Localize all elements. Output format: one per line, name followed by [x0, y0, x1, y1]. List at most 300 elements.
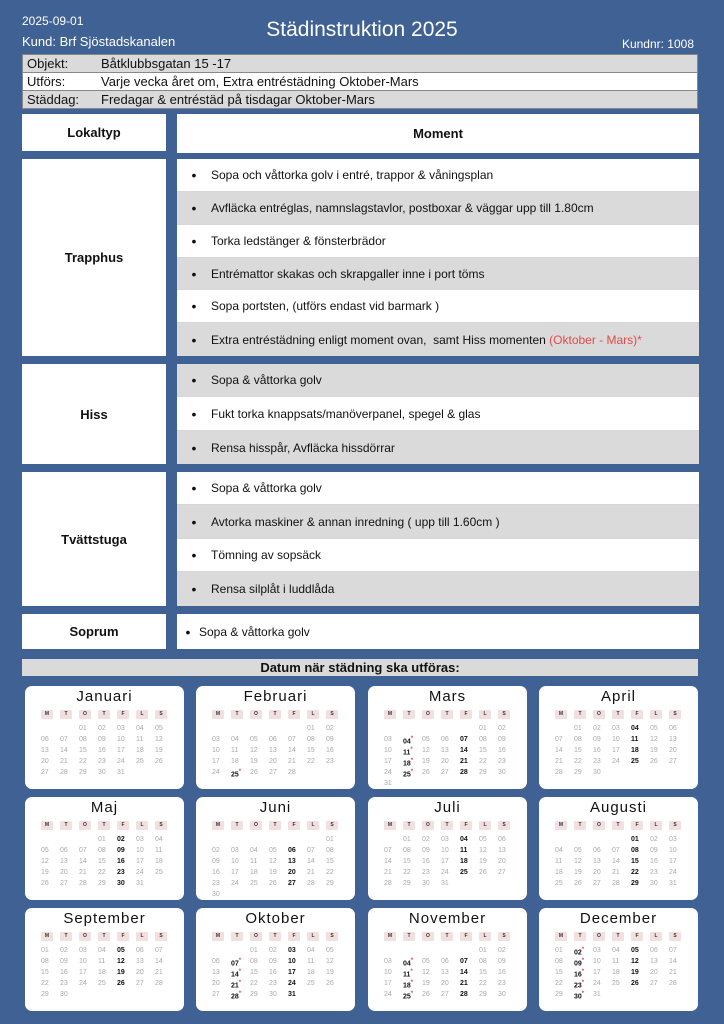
extra-cleaning-marker: *	[238, 969, 242, 975]
day: 18	[612, 969, 620, 976]
day: 28	[612, 880, 620, 887]
weekday-label: T	[441, 932, 453, 941]
day: 04	[155, 836, 163, 843]
day-empty	[611, 834, 630, 845]
day: 06	[441, 958, 449, 965]
day-cleaning-friday: 14	[460, 747, 468, 754]
day: 21	[79, 869, 87, 876]
day: 09	[593, 736, 601, 743]
weekday-label: F	[288, 821, 300, 830]
day: 22	[403, 869, 411, 876]
day: 01	[41, 947, 49, 954]
day: 30	[98, 769, 106, 776]
day-cleaning-friday: 19	[631, 969, 639, 976]
day: 16	[269, 969, 277, 976]
day-cleaning-friday: 07	[460, 736, 468, 743]
day: 19	[574, 869, 582, 876]
day: 11	[307, 958, 315, 965]
calendar-month-name: September	[63, 910, 146, 927]
weekday-label: F	[117, 821, 129, 830]
day: 28	[79, 880, 87, 887]
day: 25	[250, 880, 258, 887]
task-item	[177, 225, 699, 258]
weekday-header	[41, 710, 174, 719]
day: 21	[669, 969, 677, 976]
day-grid	[40, 723, 173, 778]
day-cleaning-friday: 02	[117, 836, 125, 843]
extra-cleaning-marker: *	[581, 991, 585, 997]
weekday-label: S	[498, 932, 510, 941]
day: 27	[41, 769, 49, 776]
task-item	[177, 159, 699, 192]
weekday-label: L	[479, 821, 491, 830]
day: 08	[98, 847, 106, 854]
day: 28	[384, 880, 392, 887]
day: 24	[117, 758, 125, 765]
schedule-title: Datum när städning ska utföras:	[22, 659, 698, 676]
day: 04	[231, 736, 239, 743]
day: 27	[136, 980, 144, 987]
day: 19	[422, 980, 430, 987]
day: 05	[269, 847, 277, 854]
day: 12	[479, 847, 487, 854]
day: 13	[593, 858, 601, 865]
extra-cleaning-marker: *	[238, 958, 242, 964]
day: 14	[669, 958, 677, 965]
day: 21	[155, 969, 163, 976]
customer-name: Kund: Brf Sjöstadskanalen	[22, 34, 176, 49]
day-cleaning-friday: 23	[117, 869, 125, 876]
day-cleaning-friday: 26	[117, 980, 125, 987]
extra-cleaning-marker: *	[581, 969, 585, 975]
task-item	[177, 431, 699, 464]
day: 05	[574, 847, 582, 854]
day-cleaning-friday: 05	[631, 947, 639, 954]
extra-cleaning-marker: *	[410, 991, 414, 997]
day: 29	[555, 991, 563, 998]
calendar-month-name: April	[600, 688, 636, 705]
weekday-label: L	[307, 710, 319, 719]
weekday-label: O	[422, 821, 434, 830]
customer-number: Kundnr: 1008	[621, 37, 694, 51]
day-cleaning-friday: 12	[117, 958, 125, 965]
day: 23	[498, 758, 506, 765]
day: 14	[60, 747, 68, 754]
calendar-month-juli	[368, 797, 527, 900]
section-label-soprum: Soprum	[22, 614, 166, 649]
day: 02	[498, 947, 506, 954]
calendar-month-februari	[196, 686, 355, 789]
day: 07	[612, 847, 620, 854]
day-cleaning-tuesday: 21*	[231, 980, 242, 990]
calendar-month-name: Juli	[434, 799, 461, 816]
day: 29	[79, 769, 87, 776]
section-label-trapphus: Trapphus	[22, 159, 166, 356]
day: 17	[136, 858, 144, 865]
day: 25	[307, 980, 315, 987]
day: 17	[384, 758, 392, 765]
calendar-month-name: Februari	[243, 688, 308, 705]
day: 06	[441, 736, 449, 743]
day: 17	[212, 758, 220, 765]
weekday-label: T	[403, 710, 415, 719]
extra-cleaning-marker: *	[410, 747, 413, 753]
day-cleaning-tuesday: 30*	[574, 991, 585, 1001]
day: 22	[555, 980, 563, 987]
day-empty	[421, 945, 440, 956]
weekday-label: M	[384, 710, 396, 719]
day: 30	[650, 880, 658, 887]
day-cleaning-friday: 29	[631, 880, 639, 887]
day: 01	[250, 947, 258, 954]
weekday-label: F	[460, 821, 472, 830]
day: 05	[41, 847, 49, 854]
weekday-label: T	[231, 932, 243, 941]
day: 01	[479, 725, 487, 732]
day-cleaning-friday: 26	[631, 980, 639, 987]
day: 28	[669, 980, 677, 987]
day-cleaning-friday: 28	[460, 769, 468, 776]
day: 19	[650, 747, 658, 754]
task-item	[177, 192, 699, 225]
weekday-label: M	[555, 821, 567, 830]
info-key: Städdag:	[27, 92, 80, 107]
weekday-label: S	[498, 710, 510, 719]
weekday-label: O	[79, 932, 91, 941]
day: 07	[555, 736, 563, 743]
day: 15	[479, 747, 487, 754]
day: 07	[288, 736, 296, 743]
day: 13	[41, 747, 49, 754]
day: 17	[79, 969, 87, 976]
bullet-icon: •	[191, 200, 197, 216]
day-cleaning-friday: 21	[460, 980, 468, 987]
day: 06	[212, 958, 220, 965]
day: 05	[422, 958, 430, 965]
day: 16	[498, 747, 506, 754]
weekday-label: T	[60, 821, 72, 830]
day: 29	[479, 769, 487, 776]
weekday-label: T	[269, 932, 281, 941]
day: 11	[136, 736, 144, 743]
day: 04	[98, 947, 106, 954]
day: 12	[574, 858, 582, 865]
task-text: Sopa & våttorka golv	[211, 373, 322, 387]
day: 27	[669, 758, 677, 765]
weekday-label: L	[479, 932, 491, 941]
day-empty	[459, 723, 478, 734]
day: 02	[98, 725, 106, 732]
day-grid	[383, 723, 516, 789]
bullet-icon: •	[191, 480, 197, 496]
day: 17	[593, 969, 601, 976]
day: 30	[498, 769, 506, 776]
day: 02	[422, 836, 430, 843]
weekday-label: T	[269, 821, 281, 830]
weekday-header	[555, 710, 688, 719]
day: 10	[79, 958, 87, 965]
day: 21	[612, 869, 620, 876]
day-cleaning-friday: 11	[460, 847, 468, 854]
day: 08	[555, 958, 563, 965]
day: 14	[307, 858, 315, 865]
day: 08	[479, 736, 487, 743]
info-row-utfors	[22, 72, 698, 90]
day: 06	[498, 836, 506, 843]
day-cleaning-tuesday: 02*	[574, 947, 585, 957]
weekday-header	[555, 932, 688, 941]
day: 02	[326, 725, 334, 732]
day: 26	[650, 758, 658, 765]
day: 10	[136, 847, 144, 854]
day: 21	[555, 758, 563, 765]
day: 19	[326, 969, 334, 976]
weekday-label: O	[593, 821, 605, 830]
task-text: Sopa och våttorka golv i entré, trappor & våningsplan	[211, 168, 494, 182]
day: 30	[422, 880, 430, 887]
task-item	[177, 539, 699, 572]
task-item	[177, 572, 699, 606]
extra-cleaning-marker: *	[410, 980, 414, 986]
day: 02	[593, 725, 601, 732]
day: 13	[212, 969, 220, 976]
day-grid	[40, 945, 173, 1000]
info-value: Varje vecka året om, Extra entréstädning Oktober-Mars	[101, 74, 419, 89]
task-text: Extra entréstädning enligt moment ovan, samt Hiss momenten	[211, 332, 550, 347]
day-empty	[554, 723, 573, 734]
day: 11	[155, 847, 163, 854]
day-cleaning-tuesday: 04*	[403, 958, 414, 968]
day: 03	[212, 736, 220, 743]
day: 23	[498, 980, 506, 987]
day-cleaning-tuesday: 28*	[231, 991, 242, 1001]
bullet-icon: •	[191, 331, 197, 348]
day: 11	[250, 858, 258, 865]
day: 09	[650, 847, 658, 854]
weekday-header	[41, 932, 174, 941]
day: 15	[307, 747, 315, 754]
day-cleaning-friday: 08	[631, 847, 639, 854]
weekday-label: O	[250, 821, 262, 830]
day-empty	[40, 834, 59, 845]
day-cleaning-tuesday: 11*	[403, 747, 413, 757]
day: 20	[650, 969, 658, 976]
day: 13	[60, 858, 68, 865]
calendar-month-name: Januari	[76, 688, 133, 705]
day: 18	[231, 758, 239, 765]
task-text: Rensa silplåt i luddlåda	[211, 582, 335, 596]
day-cleaning-friday: 11	[631, 736, 639, 743]
task-item	[177, 505, 699, 539]
day: 29	[41, 991, 49, 998]
calendar-month-name: Oktober	[245, 910, 306, 927]
day-grid	[554, 723, 687, 778]
day: 07	[384, 847, 392, 854]
day: 27	[269, 769, 277, 776]
day: 19	[250, 758, 258, 765]
weekday-label: L	[650, 932, 662, 941]
info-key: Utförs:	[27, 74, 66, 89]
day: 13	[498, 847, 506, 854]
day-empty	[287, 723, 306, 734]
day: 22	[98, 869, 106, 876]
day: 12	[250, 747, 258, 754]
weekday-header	[384, 932, 517, 941]
day: 19	[155, 747, 163, 754]
day: 28	[288, 769, 296, 776]
day: 27	[441, 769, 449, 776]
day-cleaning-friday: 19	[117, 969, 125, 976]
day: 24	[612, 758, 620, 765]
day: 31	[136, 880, 144, 887]
day: 30	[498, 991, 506, 998]
page-title: Städinstruktion 2025	[266, 18, 458, 41]
day-cleaning-friday: 05	[117, 947, 125, 954]
weekday-label: T	[574, 821, 586, 830]
day: 09	[498, 736, 506, 743]
day: 08	[326, 847, 334, 854]
weekday-label: S	[155, 821, 167, 830]
weekday-label: L	[650, 710, 662, 719]
day-empty	[78, 834, 97, 845]
weekday-label: F	[460, 710, 472, 719]
day-cleaning-friday: 13	[288, 858, 296, 865]
task-item	[177, 323, 699, 356]
day: 12	[422, 969, 430, 976]
day: 30	[269, 991, 277, 998]
day: 10	[384, 747, 392, 754]
day: 26	[41, 880, 49, 887]
day-cleaning-friday: 28	[460, 991, 468, 998]
weekday-label: O	[250, 710, 262, 719]
day: 17	[117, 747, 125, 754]
day: 21	[384, 869, 392, 876]
weekday-label: F	[631, 821, 643, 830]
info-key: Objekt:	[27, 56, 69, 71]
day: 26	[269, 880, 277, 887]
day-empty	[592, 834, 611, 845]
day: 04	[307, 947, 315, 954]
day: 17	[669, 858, 677, 865]
weekday-label: S	[326, 932, 338, 941]
day: 14	[555, 747, 563, 754]
day-empty	[268, 723, 287, 734]
bullet-icon: •	[191, 167, 197, 183]
weekday-label: T	[231, 821, 243, 830]
weekday-label: O	[422, 710, 434, 719]
day-empty	[306, 834, 325, 845]
task-item	[177, 397, 699, 431]
day-cleaning-tuesday: 25*	[403, 769, 414, 779]
day: 06	[650, 947, 658, 954]
day: 14	[288, 747, 296, 754]
weekday-label: O	[79, 821, 91, 830]
day: 17	[612, 747, 620, 754]
day-empty	[249, 723, 268, 734]
bullet-icon: •	[191, 265, 197, 282]
day: 05	[155, 725, 163, 732]
day: 01	[79, 725, 87, 732]
day: 03	[79, 947, 87, 954]
day: 31	[441, 880, 449, 887]
day-empty	[211, 834, 230, 845]
weekday-header	[384, 821, 517, 830]
day: 31	[384, 780, 392, 787]
day: 15	[479, 969, 487, 976]
day: 03	[384, 736, 392, 743]
day: 02	[650, 836, 658, 843]
weekday-label: T	[60, 710, 72, 719]
day: 22	[79, 758, 87, 765]
day-grid	[211, 945, 344, 1000]
section-label-hiss: Hiss	[22, 364, 166, 464]
day: 12	[41, 858, 49, 865]
weekday-label: S	[326, 710, 338, 719]
day-cleaning-tuesday: 07*	[231, 958, 242, 968]
day: 13	[669, 736, 677, 743]
day: 13	[650, 958, 658, 965]
day: 10	[231, 858, 239, 865]
weekday-label: M	[212, 710, 224, 719]
day-empty	[440, 723, 459, 734]
day: 11	[612, 958, 620, 965]
task-note-red: (Oktober - Mars)*	[549, 332, 642, 347]
task-item	[177, 290, 699, 323]
weekday-label: T	[231, 710, 243, 719]
day-grid	[383, 834, 516, 889]
day-cleaning-tuesday: 18*	[403, 758, 414, 768]
weekday-label: T	[403, 932, 415, 941]
day: 24	[79, 980, 87, 987]
day-cleaning-tuesday: 23*	[574, 980, 585, 990]
day: 29	[326, 880, 334, 887]
day-cleaning-tuesday: 25*	[403, 991, 414, 1001]
extra-cleaning-marker: *	[581, 947, 585, 953]
day: 12	[326, 958, 334, 965]
day-empty	[402, 723, 421, 734]
day: 16	[326, 747, 334, 754]
day: 24	[669, 869, 677, 876]
day-empty	[421, 723, 440, 734]
calendar-month-name: November	[408, 910, 487, 927]
day: 20	[669, 747, 677, 754]
day: 07	[307, 847, 315, 854]
day: 08	[403, 847, 411, 854]
day: 03	[593, 947, 601, 954]
day: 01	[98, 836, 106, 843]
day: 06	[136, 947, 144, 954]
day: 01	[479, 947, 487, 954]
day: 27	[593, 880, 601, 887]
extra-cleaning-marker: *	[410, 736, 414, 742]
weekday-label: F	[631, 932, 643, 941]
calendar-month-name: Augusti	[589, 799, 648, 816]
calendar-month-september	[25, 908, 184, 1011]
day: 06	[60, 847, 68, 854]
day: 04	[136, 725, 144, 732]
weekday-header	[384, 710, 517, 719]
day: 25	[155, 869, 163, 876]
calendar-month-april	[539, 686, 698, 789]
day: 18	[307, 969, 315, 976]
day: 08	[41, 958, 49, 965]
day: 17	[384, 980, 392, 987]
day: 22	[326, 869, 334, 876]
section-tasks-hiss	[177, 364, 699, 464]
task-text: Avtorka maskiner & annan inredning ( upp till 1.60cm )	[211, 514, 500, 529]
day: 15	[41, 969, 49, 976]
calendar-month-december	[539, 908, 698, 1011]
